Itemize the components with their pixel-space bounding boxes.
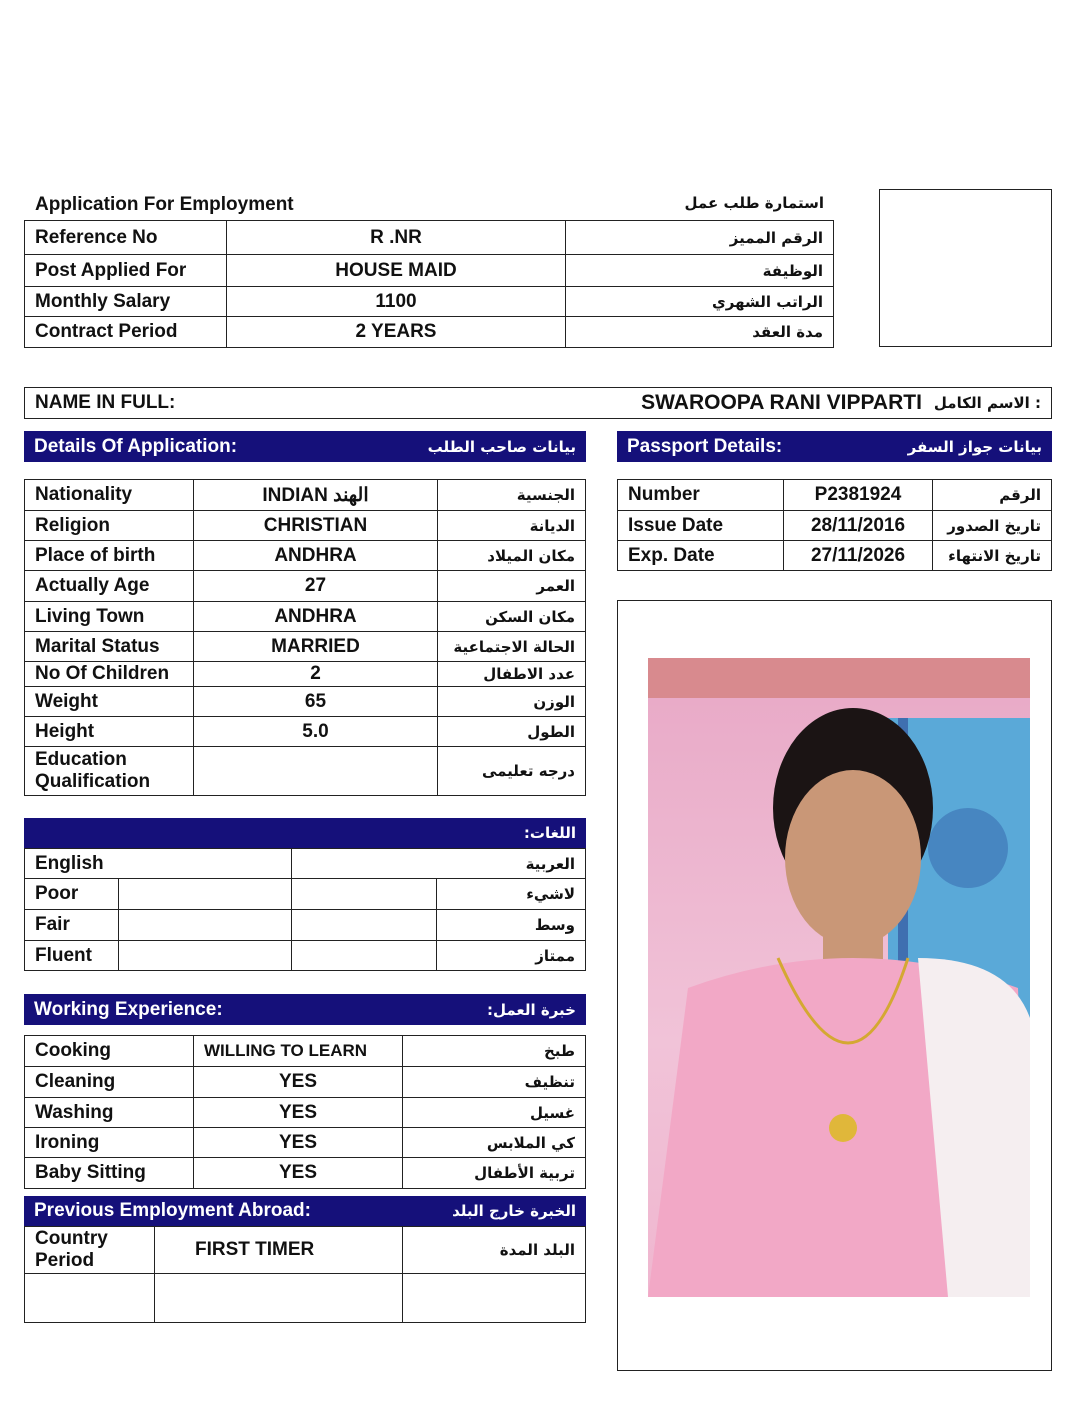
table-row — [25, 511, 586, 541]
table-row — [25, 1158, 586, 1189]
label-ar: مكان الميلاد — [438, 541, 586, 571]
value: HOUSE MAID — [227, 255, 566, 287]
arabic-check — [292, 879, 437, 910]
abroad-title-arabic: الخبرة خارج البلد — [452, 1202, 576, 1220]
value — [194, 747, 438, 796]
table-row — [25, 1274, 586, 1323]
value: 27/11/2026 — [784, 541, 933, 571]
label-ar: غسيل — [403, 1098, 586, 1128]
label-ar: مدة العقد — [566, 317, 834, 348]
table-row — [25, 879, 586, 910]
passport-table — [617, 479, 1052, 571]
english-check — [119, 910, 292, 941]
label: Actually Age — [25, 571, 194, 602]
table-row — [25, 662, 586, 687]
label-ar: كي الملابس — [403, 1128, 586, 1158]
label: Baby Sitting — [25, 1158, 194, 1189]
english-check — [119, 879, 292, 910]
label: Living Town — [25, 602, 194, 632]
empty-cell — [403, 1274, 586, 1323]
label-ar: العمر — [438, 571, 586, 602]
label: Marital Status — [25, 632, 194, 662]
passport-title: Passport Details: — [627, 435, 783, 457]
value: YES — [194, 1098, 403, 1128]
label: Reference No — [25, 221, 227, 255]
details-header — [24, 431, 586, 462]
table-row — [25, 287, 834, 317]
label: Nationality — [25, 480, 194, 511]
label: Ironing — [25, 1128, 194, 1158]
value: YES — [194, 1158, 403, 1189]
label-ar: تاريخ الصدور — [933, 511, 1052, 541]
table-row — [25, 255, 834, 287]
table-row — [25, 221, 834, 255]
value: 2 — [194, 662, 438, 687]
label: Cooking — [25, 1036, 194, 1067]
details-table — [24, 479, 586, 796]
abroad-table — [24, 1226, 586, 1323]
label: Washing — [25, 1098, 194, 1128]
level-label: Fluent — [25, 941, 119, 971]
value: WILLING TO LEARN — [194, 1036, 403, 1067]
label-ar: درجه تعليمى — [438, 747, 586, 796]
details-title-arabic: بيانات صاحب الطلب — [427, 437, 576, 456]
table-row — [25, 717, 586, 747]
name-box — [24, 387, 1052, 419]
value: MARRIED — [194, 632, 438, 662]
work-title-arabic: خبرة العمل: — [486, 1000, 576, 1019]
label-ar: الحالة الاجتماعية — [438, 632, 586, 662]
full-name: SWAROOPA RANI VIPPARTI — [641, 391, 922, 414]
top-table — [24, 220, 834, 348]
table-row — [25, 571, 586, 602]
applicant-photo — [648, 658, 1030, 1297]
label-ar: الراتب الشهري — [566, 287, 834, 317]
label-ar: الوزن — [438, 687, 586, 717]
value: ANDHRA — [194, 541, 438, 571]
value: INDIAN الهند — [194, 480, 438, 511]
value: YES — [194, 1067, 403, 1098]
table-row — [25, 541, 586, 571]
label-ar: الجنسية — [438, 480, 586, 511]
table-row — [25, 1067, 586, 1098]
label: Cleaning — [25, 1067, 194, 1098]
level-label: Poor — [25, 879, 119, 910]
empty-cell — [25, 1274, 155, 1323]
label: Place of birth — [25, 541, 194, 571]
label: Height — [25, 717, 194, 747]
table-row — [25, 1128, 586, 1158]
work-header — [24, 994, 586, 1025]
label: Post Applied For — [25, 255, 227, 287]
table-row — [25, 849, 586, 879]
form-title-arabic: استمارة طلب عمل — [684, 194, 824, 212]
table-row — [25, 632, 586, 662]
value: R .NR — [227, 221, 566, 255]
label-ar: تربية الأطفال — [403, 1158, 586, 1189]
passport-header — [617, 431, 1052, 462]
languages-table — [24, 848, 586, 971]
label-ar: الديانة — [438, 511, 586, 541]
label: Monthly Salary — [25, 287, 227, 317]
value: 5.0 — [194, 717, 438, 747]
label: Issue Date — [618, 511, 784, 541]
languages-title-arabic: اللغات: — [523, 824, 576, 842]
table-row — [25, 687, 586, 717]
label-ar: الرقم المميز — [566, 221, 834, 255]
table-row — [618, 541, 1052, 571]
passport-title-arabic: بيانات جواز السفر — [907, 437, 1042, 456]
table-row — [25, 1098, 586, 1128]
value: FIRST TIMER — [155, 1227, 403, 1274]
name-label-arabic: : الاسم الكامل — [933, 394, 1041, 412]
table-row — [25, 480, 586, 511]
portrait-illustration — [648, 658, 1030, 1297]
value: YES — [194, 1128, 403, 1158]
work-table — [24, 1035, 586, 1189]
label: Religion — [25, 511, 194, 541]
label-ar: تاريخ الانتهاء — [933, 541, 1052, 571]
table-row — [25, 317, 834, 348]
work-title: Working Experience: — [34, 998, 223, 1020]
value: 27 — [194, 571, 438, 602]
label-ar: الوظيفة — [566, 255, 834, 287]
label-ar: تنظيف — [403, 1067, 586, 1098]
label-ar: الرقم — [933, 480, 1052, 511]
details-title: Details Of Application: — [34, 435, 238, 457]
value: 1100 — [227, 287, 566, 317]
arabic-check — [292, 910, 437, 941]
label: Country Period — [25, 1227, 155, 1274]
arabic-label: العربية — [292, 849, 586, 879]
level-label-ar: وسط — [437, 910, 586, 941]
photo-box-empty — [879, 189, 1052, 347]
table-row — [25, 941, 586, 971]
name-label: NAME IN FULL: — [35, 392, 176, 413]
table-row — [25, 1036, 586, 1067]
form-title: Application For Employment — [35, 194, 294, 215]
level-label: Fair — [25, 910, 119, 941]
value: 28/11/2016 — [784, 511, 933, 541]
table-row — [25, 1227, 586, 1274]
table-row — [25, 602, 586, 632]
label: Exp. Date — [618, 541, 784, 571]
english-label: English — [25, 849, 292, 879]
label: Number — [618, 480, 784, 511]
label-ar: الطول — [438, 717, 586, 747]
label: No Of Children — [25, 662, 194, 687]
value: 65 — [194, 687, 438, 717]
label: Education Qualification — [25, 747, 194, 796]
value: 2 YEARS — [227, 317, 566, 348]
value: CHRISTIAN — [194, 511, 438, 541]
table-row — [618, 480, 1052, 511]
label-ar: البلد المدة — [403, 1227, 586, 1274]
label: Contract Period — [25, 317, 227, 348]
value: P2381924 — [784, 480, 933, 511]
empty-cell — [155, 1274, 403, 1323]
languages-header — [24, 818, 586, 848]
arabic-check — [292, 941, 437, 971]
abroad-title: Previous Employment Abroad: — [34, 1200, 311, 1221]
abroad-header — [24, 1196, 586, 1226]
label-ar: طبخ — [403, 1036, 586, 1067]
label-ar: عدد الاطفال — [438, 662, 586, 687]
label: Weight — [25, 687, 194, 717]
level-label-ar: ممتاز — [437, 941, 586, 971]
table-row — [25, 747, 586, 796]
english-check — [119, 941, 292, 971]
table-row — [25, 910, 586, 941]
label-ar: مكان السكن — [438, 602, 586, 632]
table-row — [618, 511, 1052, 541]
level-label-ar: لاشيء — [437, 879, 586, 910]
value: ANDHRA — [194, 602, 438, 632]
